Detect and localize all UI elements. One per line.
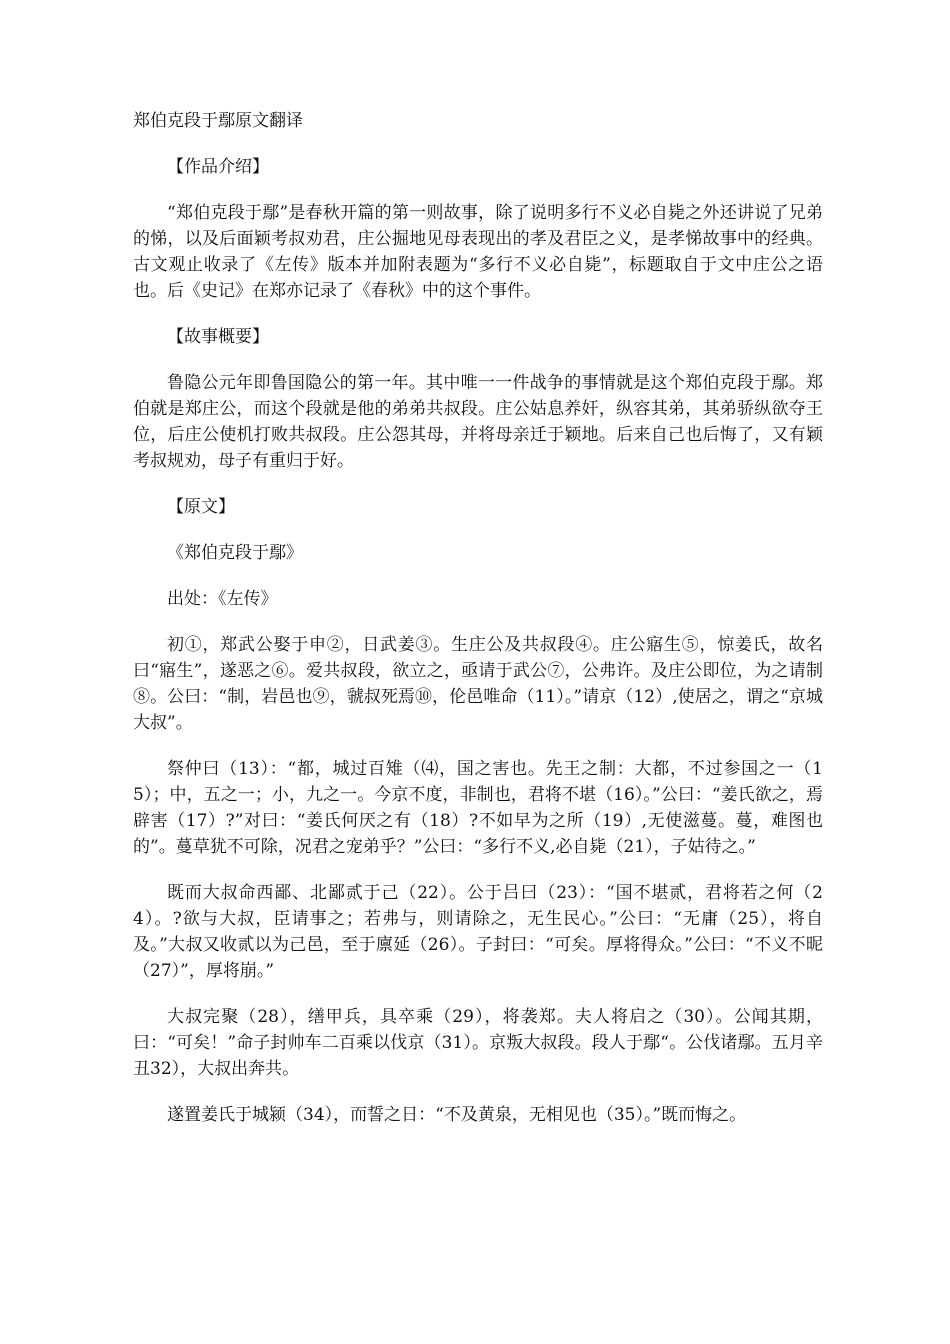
original-paragraph-3: 既而大叔命西鄙、北鄙贰于己（22）。公于吕曰（23）：“国不堪贰，君将若之何（24）。?欲与大叔，臣请事之；若弗与，则请除之，无生民心。”公曰：“无庸（25），将自及。”大叔又收贰以为己邑，至于廪延（26）。子封曰：“可矣。厚将得众。”公曰：“不义不昵（27）”，厚将崩。” <box>133 883 823 981</box>
summary-paragraph: 鲁隐公元年即鲁国隐公的第一年。其中唯一一件战争的事情就是这个郑伯克段于鄢。郑伯就是郑庄公，而这个段就是他的弟弟共叔段。庄公姑息养奸，纵容其弟，其弟骄纵欲夺王位，后庄公使机打败共叔段。庄公怨其母，并将母亲迁于颖地。后来自己也后悔了，又有颖考叔规劝，母子有重归于好。 <box>133 373 823 471</box>
original-paragraph-4: 大叔完聚（28），缮甲兵，具卒乘（29），将袭郑。夫人将启之（30）。公闻其期，曰：“可矣！”命子封帅车二百乘以伐京（31）。京叛大叔段。段人于鄢“。公伐诸鄢。五月辛丑32），大叔出奔共。 <box>133 1007 823 1079</box>
section-heading-intro: 【作品介绍】 <box>167 157 269 177</box>
original-paragraph-5: 遂置姜氏于城颍（34），而誓之日：“不及黄泉，无相见也（35）。”既而悔之。 <box>167 1105 747 1125</box>
document-title: 郑伯克段于鄢原文翻译 <box>133 111 303 131</box>
intro-paragraph: “郑伯克段于鄢”是春秋开篇的第一则故事，除了说明多行不义必自毙之外还讲说了兄弟的悌，以及后面颖考叔劝君，庄公掘地见母表现出的孝及君臣之义，是孝悌故事中的经典。古文观止收录了《左传》版本并加附表题为“多行不义必自毙”，标题取自于文中庄公之语也。后《史记》在郑亦记录了《春秋》中的这个事件。 <box>133 203 823 301</box>
original-paragraph-2: 祭仲曰（13）：“都，城过百雉（⑷，国之害也。先王之制：大都，不过参国之一（15）；中，五之一；小，九之一。今京不度，非制也，君将不堪（16）。”公曰：“姜氏欲之，焉辟害（17）?”对曰：“姜氏何厌之有（18）?不如早为之所（19）,无使滋蔓。蔓，难图也的”。蔓草犹不可除，况君之宠弟乎？”公曰：“多行不义,必自毙（21），子姑待之。” <box>133 759 823 857</box>
section-heading-summary: 【故事概要】 <box>167 327 269 347</box>
source-line: 出处：《左传》 <box>167 589 278 609</box>
document-page <box>133 108 823 1148</box>
work-title: 《郑伯克段于鄢》 <box>167 543 303 563</box>
section-heading-original: 【原文】 <box>167 497 235 517</box>
original-paragraph-1: 初①，郑武公娶于申②，日武姜③。生庄公及共叔段④。庄公寤生⑤，惊姜氏，故名曰“寤生”，遂恶之⑥。爱共叔段，欲立之，亟请于武公⑦，公弗许。及庄公即位，为之请制⑧。公曰：“制，岩邑也⑨，虢叔死焉⑩，伦邑唯命（11）。”请京（12）,使居之，谓之“京城大叔”。 <box>133 635 823 733</box>
